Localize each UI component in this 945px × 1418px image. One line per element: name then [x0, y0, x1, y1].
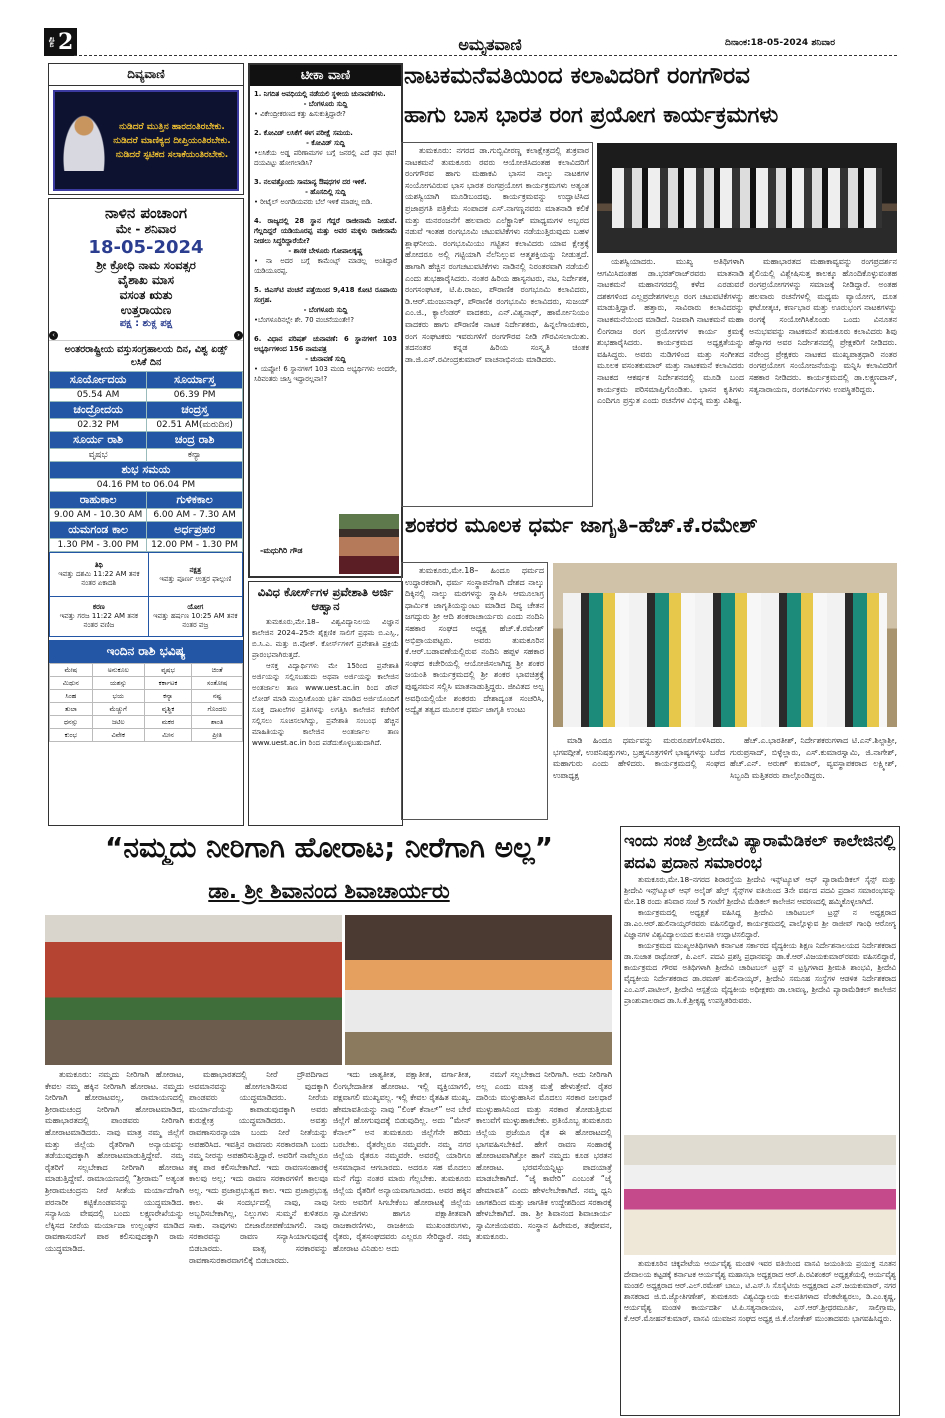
tika-item	[254, 285, 397, 325]
rashi-row	[50, 729, 243, 742]
article2-body-col2	[553, 735, 725, 820]
rashi-name: ಮಕರ	[144, 716, 191, 729]
gulika-label: ಗುಳಿಕಕಾಲ	[147, 492, 243, 509]
article1-headline-line2: ಹಾಗು ಬಾಸ ಭಾರತ ರಂಗ ಪ್ರಯೋಗ ಕಾರ್ಯಕ್ರಮಗಳು	[404, 103, 779, 128]
article4-paragraph: ತುಮಕೂರು,ಮೇ.18–ನಗರದ ಶಿರಾರಸ್ತೆಯ ಶ್ರೀದೇವಿ ಇನ್ಸ್‌ಟ್ಯೂಟ್ ಆಫ್ ಪ್ಯಾರಾಮೆಡಿಕಲ್ ಸೈನ್ಸ್ ಮತ್ತು ಶ್ರೀದೇವಿ ಇನ್ಸ್‌ಟ್ಯೂಟ್ ಆಫ್ ಅಲೈಡ್ ಹೆಲ್ತ್ ಸೈನ್ಸ್‌ಗಳ ವತಿಯಿಂದ 3ನೇ ವರ್ಷದ ಪದವಿ ಪ್ರದಾನ ಸಮಾರಂಭವನ್ನು ಮೇ.18 ರಂದು ಶನಿವಾರ ಸಂಜೆ 5 ಗಂಟೆಗೆ ಶ್ರೀದೇವಿ ಮೆಡಿಕಲ್ ಕಾಲೇಜಿನ ಆವರಣದಲ್ಲಿ ಹಮ್ಮಿಕೊಳ್ಳಲಾಗಿದೆ.	[624, 875, 896, 906]
tika-vani-title: ಟೀಕಾ ವಾಣಿ	[250, 65, 401, 86]
article3-headline: “ನಮ್ಮದು ನೀರಿಗಾಗಿ ಹೋರಾಟ; ನೀರೆಗಾಗಿ ಅಲ್ಲ”	[104, 831, 554, 864]
saint-figure-icon	[61, 111, 107, 171]
rashi-row	[50, 690, 243, 703]
ardha-label: ಅರ್ಧಪ್ರಹರ	[147, 522, 243, 539]
rashi-prediction: ಪ್ರೀತಿ	[192, 729, 243, 742]
tika-vani-author: -ಮಧುಗಿರಿ ಗೌಡ	[260, 546, 303, 555]
courses-paragraph: ತುಮಕೂರು,ಮೇ.18– ವಿಶ್ವವಿದ್ಯಾನಿಲಯ ವಿಜ್ಞಾನ ಕಾಲೇಜಿನ 2024–25ನೇ ಶೈಕ್ಷಣಿಕ ಸಾಲಿಗೆ ಪ್ರಥಮ ಬಿ.ಎಸ್ಸಿ., ಬಿ.ಸಿ.ಎ. ಮತ್ತು ಬಿ.ವೋಕ್. ಕೋರ್ಸ್‌ಗಳಿಗೆ ಪ್ರವೇಶಾತಿ ಪ್ರಕ್ರಿಯೆ ಪ್ರಾರಂಭವಾಗಿರುತ್ತದೆ.	[252, 616, 399, 659]
rashi-name: ಸಿಂಹ	[50, 690, 93, 703]
yoga: ಇವತ್ತು ಹರ್ಷಣ 10:25 AM ತನಕ ನಂತರ ವಜ್ರ	[153, 612, 238, 629]
divyavani-image	[53, 90, 239, 191]
tika-source: - ಹೊಸದಿಲ್ಲಿ ಸುದ್ದಿ	[305, 188, 346, 196]
nakshatra: ಇವತ್ತು ಪೂರ್ಣ ಉತ್ತರ ಫಾಲ್ಗುಣಿ	[159, 574, 232, 583]
yoga-label: ಯೋಗ	[187, 603, 204, 611]
gulika-time: 6.00 AM - 7.30 AM	[147, 509, 243, 522]
rashi-prediction: ಚಿಂತೆ	[192, 664, 243, 677]
yama-time: 1.30 PM - 3.00 PM	[50, 539, 147, 552]
rashi-prediction: ವಿವೇಕ	[92, 729, 144, 742]
karana-label: ಕರಣ	[92, 603, 105, 611]
article4-headline: ಇಂದು ಸಂಜೆ ಶ್ರೀದೇವಿ ಪ್ಯಾರಾಮೆಡಿಕಲ್ ಕಾಲೇಜಿನಲ್ಲಿ ಪದವಿ ಪ್ರದಾನ ಸಮಾರಂಭ	[624, 831, 896, 872]
article1-body-col2	[597, 256, 744, 506]
masa: ವೈಶಾಖ ಮಾಸ	[118, 273, 174, 287]
tika-comment: • ವಿಕೇಂದ್ರೀಕರಣದ ಕತ್ತು ಹಿಸುಕುತ್ತಿದ್ದಾರೇ?	[254, 110, 346, 118]
prev-arrow-icon[interactable]: ‹	[49, 331, 58, 340]
article1-body-col1	[401, 142, 593, 507]
tika-news: 6. ವಿಧಾನ ಪರಿಷತ್ ಚುನಾವಣೆ: 6 ಸ್ಥಾನಗಳಿಗೆ 103 ಅಭ್ಯರ್ಥಿಗಳಿಂದ 156 ನಾಮಪತ್ರ	[254, 335, 397, 353]
article2-body-col1	[401, 562, 548, 820]
suryodaya-time: 05.54 AM	[50, 389, 147, 402]
divyavani-quote: ನುಡಿದರೆ ಮುತ್ತಿನ ಹಾರದಂತಿರಬೇಕು. ನುಡಿದರೆ ಮಾಣಿಕ್ಯದ ದೀಪ್ತಿಯಂತಿರಬೇಕು. ನುಡಿದರೆ ಸ್ಫಟಿಕದ ಸಲಾಕೆಯಂತಿರಬೇಕು.	[113, 121, 231, 160]
article1-paragraph: ಯಶಸ್ವಿಯಾದರು. ಮುಖ್ಯ ಅತಿಥಿಗಳಾಗಿ ಆಗಮಿಸಿದಂತಹ ಡಾ.ಭರತ್‌ರಾಜ್‌ರವರು ಮಾತನಾಡಿ ನಾಟಕಮನೆ ಮಹಾನಗರದಲ್ಲಿ ಕಳೆದ ಎರಡುವರೆ ದಶಕಗಳಿಂದ ಎಲ್ಲಪ್ರದೇಶಗಳಲ್ಲೂ ರಂಗ ಚಟುವಟಿಕೆಗಳನ್ನು ಮಾಡುತ್ತಿದ್ದಾರೆ. ಹತ್ತಾರು, ಸಾವಿರಾರು ಕಲಾವಿದರನ್ನು ನಾಟಕಮನೆಯಿಂದ ಮಾಡಿದೆ. ನಿಜವಾಗಿ ನಾಟಕಮನೆ ಮಹಾ ಲಿಂಗರಾಜ ರಂಗ ಪ್ರಯೋಗಗಳ ಕಾರ್ಯ ಕ್ರಮಕ್ಕೆ ಶುಭಹಾರೈಸಿದರು. ಕಾರ್ಯಕ್ರಮದ ಅಧ್ಯಕ್ಷತೆಯನ್ನು ವಹಿಸಿದ್ದರು. ಅವರು ನುಡಿಗಳಿಂದ ಮತ್ತು ಸಂಗೀತದ ಮೂಲಕ ವಸಂತಕುಮಾರ್ ಮತ್ತು ನಾಟಕಮನೆ ಕಲಾವಿದರು ನಾಟಕದ ಆಕರ್ಷಕ ನಿರ್ದೇಶನದಲ್ಲಿ ಮೂಡಿ ಬಂದ ಕಾರ್ಯಕ್ರಮ ಪರಿಸಮಾಪ್ತಿಗೊಂಡಿತು. ಭಾಸನ ಕೃತಿಗಳು ಎಂದಿಗೂ ಪ್ರಸ್ತುತ ಎಂದು ರಚನೆಗಳ ವಿಭಿನ್ನ ಮತ್ತು ವಿಶಿಷ್ಟ.	[597, 257, 744, 406]
panchanga-box	[48, 198, 244, 826]
article3-paragraph: ತುಮಕೂರು: ನಮ್ಮದು ನೀರಿಗಾಗಿ ಹೋರಾಟ, ಕೇವಲ ನಮ್ಮ ಹಕ್ಕಿನ ನೀರಿಗಾಗಿ ಹೋರಾಟ. ನಮ್ಮದು ನೀರಿಗಾಗಿ ಹೋರಾಟವಲ್ಲ, ರಾಮಾಯಣದಲ್ಲಿ ಶ್ರೀರಾಮಚಂದ್ರ ನೀರಿಗಾಗಿ ಹೋರಾಟಮಾಡಿದ, ಮಹಾಭಾರತದಲ್ಲಿ ಪಾಂಡವರು ನೀರಿಗಾಗಿ ಹೋರಾಟಮಾಡಿದರು. ನಾವು ಮಾತ್ರ ನಮ್ಮ ಜಿಲ್ಲೆಗೆ ಮತ್ತು ಜಿಲ್ಲೆಯ ರೈತರಿಗಾಗಿ ಅನ್ಯಾಯವನ್ನು ತಡೆಯುವುದಕ್ಕಾಗಿ ಹೋರಾಟಮಾಡುತ್ತಿದ್ದೇವೆ. ನಮ್ಮ ರೈತರಿಗೆ ಸಲ್ಲಬೇಕಾದ ನೀರಿಗಾಗಿ ಹೋರಾಟ ಮಾಡುತ್ತಿದ್ದೇವೆ. ರಾಮಾಯಣದಲ್ಲಿ “ಶ್ರೀರಾಮ” ಅತ್ಯಂತ ಶ್ರೀರಾಮಚಂದ್ರನು ನೀರೆ ಸೀತೆಯ ಮರ್ಯಾದೆಗಾಗಿ ಪರನಾರೀ ಕಟ್ಟಿಕೊಂಡವನನ್ನು ಯುದ್ಧಮಾಡಿದ. ಸನ್ಯಾಸಿಯ ವೇಷದಲ್ಲಿ ಬಂದು ಲಕ್ಷ್ಮಣರೇಖೆಯನ್ನು ಲೆಕ್ಕಿಸದ ನೀರೆಯ ಮರ್ಯಾದಾ ಉಲ್ಲಂಘನ ಮಾಡಿದ ರಾವಣಾಸುರನಿಗೆ ಪಾಠ ಕಲಿಸುವುದಕ್ಕಾಗಿ ರಾಮ ಯುದ್ಧಮಾಡಿದ.	[45, 1070, 184, 1253]
tika-source: - ಬೆಂಗಳೂರು ಸುದ್ದಿ	[303, 306, 348, 314]
tika-comment: • ರೀಟೈಲ್ ಅಂಗಡಿಯವರು ಬೆಲೆ ಇಳಿಕೆ ಮಾಡಲ್ಲ ಬಿಡಿ.	[254, 198, 373, 206]
tika-vani-items	[250, 86, 401, 396]
article4-paragraph: ಕಾರ್ಯಕ್ರಮದಲ್ಲಿ ಅಧ್ಯಕ್ಷತೆ ವಹಿಸಿದ್ದ ಶ್ರೀದೇವಿ ಚಾರಿಟಬಲ್ ಟ್ರಸ್ಟ್ ನ ಅಧ್ಯಕ್ಷರಾದ ಡಾ.ಎಂ.ಆರ್.ಹುಲಿನಾಯ್ಕರ್‌ರವರು ವಹಿಸಲಿದ್ದಾರೆ, ಕಾರ್ಯಕ್ರಮದಲ್ಲಿ ಪಾಲ್ಗೊಳ್ಳುವ ಶ್ರೀ ರಾಜೀವ್ ಗಾಂಧಿ ಆರೋಗ್ಯ ವಿಜ್ಞಾನಗಳ ವಿಶ್ವವಿದ್ಯಾಲಯದ ಕುಲಪತಿ ಉದ್ಘಾಟಿಸಲಿದ್ದಾರೆ.	[624, 908, 896, 939]
article3-photo-left	[45, 915, 342, 1065]
paksha: ಪಕ್ಷ : ಶುಕ್ಲ ಪಕ್ಷ	[119, 318, 173, 329]
tika-news: 3. ನಲವತ್ತೊಂದು ಸಾಮಾನ್ಯ ಔಷಧಗಳ ದರ ಇಳಿಕೆ.	[254, 178, 367, 186]
article1-paragraph: ಮಹಾಭಾರತದ ಮಹಾಕಾವ್ಯವನ್ನು ರಂಗಪ್ರದರ್ಶನ ಶೈಲಿಯಲ್ಲಿ ವಿಶ್ಲೇಷಿಸುತ್ತ ಕಾಲಕ್ಕೂ ಹೊಂದಿಕೊಳ್ಳುವಂತಹ ರಂಗಪ್ರಯೋಗಗಳನ್ನು ಸಮಾಜಕ್ಕೆ ನೀಡಿದ್ದಾರೆ. ಅಂತಹ ಹಲವಾರು ರಚನೆಗಳಲ್ಲಿ ಮಧ್ಯಮ ವ್ಯಾಯೋಗ, ದೂತ ಘಟೋತ್ಕಚ, ಕರ್ಣಭಾರ ಮತ್ತು ಊರುಭಂಗ ನಾಟಕಗಳನ್ನು ರಂಗಕ್ಕೆ ಸಂಯೋಗಿಸಿಕೊಂಡು ಒಂದು ವಿನೂತನ ಅನುಭವವನ್ನು ನಾಟಕಮನೆ ತುಮಕೂರು ಕಲಾವಿದರು ಶಿವು ಹೆಸ್ಸಾಗರ ಅವರ ನಿರ್ದೇಶನದಲ್ಲಿ ಪ್ರೇಕ್ಷಕರಿಗೆ ನೀಡಿದರು. ನರೇಂದ್ರ ಪ್ರೇಕ್ಷಕರು ನಾಟಕದ ಮುಖ್ಯಪಾತ್ರಧಾರಿ ನಂತರ ರಂಗಪ್ರಯೋಗ ಸಂಯೋಜನೆಯನ್ನು ಮನ್ನಿಸಿ ಕಲಾವಿದರಿಗೆ ಸಹಕಾರ ನೀಡಿದರು. ಕಾರ್ಯಕ್ರಮದಲ್ಲಿ ಡಾ.ಲಕ್ಷ್ಮಣದಾಸ್, ಸತ್ಯನಾರಾಯಣ, ರಂಗಕರ್ಮಿಗಳು ಉಪಸ್ಥಿತರಿದ್ದರು.	[749, 257, 897, 394]
tika-news: 5. ಜಿಎಸ್‌ಟಿ ವಂಚನೆ ಪತ್ತೆಯಿಂದ 9,418 ಕೋಟಿ ರೂಪಾಯಿ ಸಂಗ್ರಹ.	[254, 286, 397, 304]
rashi-row	[50, 677, 243, 690]
article4-body-top	[624, 874, 896, 1132]
rahu-time: 9.00 AM - 10.30 AM	[50, 509, 147, 522]
rutu: ವಸಂತ ಋತು	[119, 288, 173, 302]
rashi-prediction: ಸಂತೋಷ	[192, 677, 243, 690]
surya-rashi-label: ಸೂರ್ಯ ರಾಶಿ	[50, 432, 147, 449]
rashi-prediction: ಶಾಂತಿ	[192, 716, 243, 729]
tika-news: 4. ರಾಜ್ಯದಲ್ಲಿ 28 ಸ್ಥಾನ ಗೆದ್ದರೆ ರಾಜೀನಾಮೆ ನೀಡುವೆ. ಗೆಲ್ಲದಿದ್ದರೆ ಯಡಿಯೂರಪ್ಪ ಮತ್ತು ಅವರ ಮಕ್ಕಳು ರಾಜೀನಾಮೆ ನೀಡಲು ಸಿದ್ಧರಿದ್ದಾರೆಯೇ?	[254, 217, 397, 245]
columnist-photo	[339, 514, 399, 574]
article2-paragraph: ಹೆಚ್.ಎ.ಭಾರತೀಶ್, ನಿರ್ದೇಶಕರುಗಳಾದ ಟಿ.ಎನ್.ಶಿಲ್ಪಾಶ್ರೀ, ಗುರುಪ್ರಸಾದ್, ಬಿಳ್ಳೆಲ್ಲಾರು, ಎಸ್.ಕುಮಾರಸ್ವಾಮಿ, ಜಿ.ನಾಗೇಶ್, ಹೆಚ್.ಎನ್. ಅರುಣ್ ಕುಮಾರ್, ವ್ಯವಸ್ಥಾಪಕರಾದ ಲಕ್ಷ್ಮೀಶ್, ಸಿಬ್ಬಂದಿ ಮತ್ತಿತರರು ಪಾಲ್ಗೊಂಡಿದ್ದರು.	[730, 736, 897, 780]
article3-paragraph: ಮಹಾಭಾರತದಲ್ಲಿ ನೀರೆ ದ್ರೌಪದಿಗಾದ ಅವಮಾನವನ್ನು ಹೋಗಲಾಡಿಸುವ ವುದಕ್ಕಾಗಿ ಪಾಂಡವರು ಯುದ್ಧಮಾಡಿದರು. ನೀರೆಯ ಮರ್ಯಾದೆಯನ್ನು ಕಾಪಾಡುವುದಕ್ಕಾಗಿ ಅವರು ಕುರುಕ್ಷೇತ್ರ ಯುದ್ಧಮಾಡಿದರು. ಅವತ್ತು ರಾವಣಾಸುರನ್ಯಾಯಾ ಬಂದು ನೀರೆ ನೀತೆಯನ್ನು ಅಪಹರಿಸಿದ. ಇವತ್ತಿನ ರಾವಣರು ಸರಕಾರವಾಗಿ ಬಂದು ನಮ್ಮ ನೀರನ್ನು ಅಪಹರಿಸುತ್ತಿದ್ದಾರೆ. ಅವರಿಗೆ ನಾವೆಲ್ಲರೂ ತಕ್ಕ ಪಾಠ ಕಲಿಸಬೇಕಾಗಿದೆ. ಇದು ರಾವಣಸಂಹಾರಕ್ಕೆ ಕಾಲವು ಅಲ್ಲ; ಇದು ರಾವಣ ಸರಕಾರಗಳಿಗೆ ಕಾಲವೂ ಅಲ್ಲ. ಇದು ಪ್ರಜಾಪ್ರಭುತ್ವದ ಕಾಲ. ಇದು ಪ್ರಜಾಪ್ರಭುತ್ವ ಕಾಲ. ಈ ಸಂದರ್ಭದಲ್ಲಿ ನಾವು, ನಾವು ಅಬ್ಬರಿಸಬೇಕಾಗಿಲ್ಲ, ನಿಲ್ಲುಗಳು ಸುಮ್ಮನೆ ಕುಳಿತರೂ ಸಾಕು. ನಾವುಗಳು ಬೀಜಾರೋಪಣೆಯಾಗಲಿ. ನಾವು ಸರಕಾರವನ್ನು ರಾವಣ ಸನ್ಯಾಸಿಯಾಗುವುದಕ್ಕೆ ಬಿಡಬಾರದು. ವಾತ್ಸ ಸರಕಾರವನ್ನು ರಾವಣಾಸುರಕಾರವಾಗಲಿಕ್ಕೆ ಬಿಡಬಾರದು.	[189, 1070, 328, 1265]
courses-body	[252, 616, 399, 748]
ayana: ಉತ್ತರಾಯಣ	[120, 303, 172, 317]
divyavani-box	[48, 63, 244, 195]
rashi-prediction: ಅನುಕೂಲ	[92, 664, 144, 677]
tithi: ಇವತ್ತು ದಶಮಿ 11:22 AM ತನಕ ನಂತರ ಏಕಾದಶಿ	[58, 570, 140, 587]
courses-article	[248, 581, 403, 826]
yama-label: ಯಮಗಂಡ ಕಾಲ	[50, 522, 147, 539]
rashi-row	[50, 664, 243, 677]
shubha-time: 04.16 PM to 06.04 PM	[50, 479, 243, 492]
suryasta-label: ಸೂರ್ಯಾಸ್ತ	[147, 372, 243, 389]
panchanga-timings-table	[49, 371, 243, 552]
special-day: ಅಂತರರಾಷ್ಟ್ರೀಯ ವಸ್ತುಸಂಗ್ರಹಾಲಯ ದಿನ, ವಿಶ್ವ ಏಡ್ಸ್ ಲಸಿಕೆ ದಿನ	[49, 340, 243, 371]
article1-body-col3	[749, 256, 897, 506]
rashi-name: ಕನ್ಯಾ	[144, 690, 191, 703]
tika-item	[254, 177, 397, 207]
tika-news: 2. ಕೋವಿಡ್ ಲಸಿಕೆಗೆ ಈಗ ಪರೀಕ್ಷೆ ಸಮಯ.	[254, 129, 353, 137]
rashi-name: ಮೀನ	[144, 729, 191, 742]
tika-source: - ಚುನಾವಣೆ ಸುದ್ದಿ	[305, 355, 346, 363]
article2-photo	[553, 563, 897, 727]
rashi-name: ಧನಸ್ಸು	[50, 716, 93, 729]
rashi-name: ಮೇಷ	[50, 664, 93, 677]
divyavani-title: ದಿವ್ಯವಾಣಿ	[49, 64, 243, 86]
rashi-name: ಕುಂಭ	[50, 729, 93, 742]
rashi-table	[49, 663, 243, 742]
article3-col1	[45, 1069, 184, 1415]
tika-comment: •ಬೆಂಗಳೂರಿನಲ್ಲೇ ಶೇ. 70 ವಂಚನೆಯಂತೇ!?	[254, 316, 354, 324]
tika-comment: •ಲಸಿಕೆಯ ಅಡ್ಡ ಪರಿಣಾಮಗಳ ಬಗ್ಗೆ ಜನರಲ್ಲಿ ಎದೆ ಢವ ಢವ! ದಯವಿಟ್ಟು ಹೋಗಲಾಡಿಸಿ?	[254, 149, 397, 167]
rashi-title: ಇಂದಿನ ರಾಶಿ ಭವಿಷ್ಯ	[49, 640, 243, 663]
article3-col2	[189, 1069, 328, 1415]
article3-paragraph: ನಮಗೆ ಸಲ್ಲಬೇಕಾದ ನೀರಿಗಾಗಿ. ಅದು ನೀರಿಗಾಗಿ ಅಲ್ಲ ಎಂದು ಮಾತ್ರ ಮತ್ತೆ ಹೇಳುತ್ತೇವೆ. ರೈತರ ದಾರಿಯ ಮುಳ್ಳುಹಾಸಿನ ಮೊದಲು ಸರಕಾರ ಜಲಧಾರೆ ಮುಳ್ಳುಹಾಸಿನಿಂದ ಮತ್ತು ಸರಕಾರ ತೋಡುತ್ತಿರುವ ಕಾಲುವೆಗೆ ಮುಳ್ಳುಹಾಕಬೇಕು. ಪ್ರತಿಯೊಬ್ಬ ತುಮಕೂರು ಜಿಲ್ಲೆಯ ಪ್ರಜೆಯೂ ರೈತ ಈ ಹೋರಾಟದಲ್ಲಿ ಭಾಗವಹಿಸಬೇಕಿದೆ. ಹೇಗೆ ರಾವಣ ಸಂಹಾರಕ್ಕೆ ಹೋರಾಟವಾಗಿತ್ತೋ ಹಾಗೆ ನಮ್ಮದು ಕೂಡ ಭರತನ ಹೋರಾಟ. ಭರವಸೆಯನ್ನಿಟ್ಟು ಪಾದಯಾತ್ರೆ ಮಾಡಬೇಕಾಗಿದೆ. “ಜೈ ಕಾವೇರಿ” ಎಂಬಂತೆ “ಜೈ ಹೇಮಾವತಿ” ಎಂದು ಹೇಳಲೇಬೇಕಾಗಿದೆ. ನಮ್ಮ ಧ್ವನಿ ಜಾಗಕದಿಂದ ಮತ್ತು ಜಾಗತಿಕ ಉದ್ದೇಶದಿಂದ ಸರಕಾರಕ್ಕೆ ಹೇಳಬೇಕಾಗಿದೆ. ಡಾ. ಶ್ರೀ ಶಿವಾನಂದ ಶಿವಾಚಾರ್ಯ ಸ್ವಾಮೀಜಿಯವರು. ಸಂಸ್ಥಾನ ಹಿರೇಮಠ, ತಪೋವನ, ತುಮಕೂರು.	[476, 1070, 612, 1242]
rashi-prediction: ಗೊಂದಲ	[192, 703, 243, 716]
nakshatra-label: ನಕ್ಷತ್ರ	[189, 565, 202, 574]
tika-comment: • ಯಪ್ಪೋ! 6 ಸ್ಥಾನಗಳಿಗೆ 103 ಮಂದಿ ಅಭ್ಯರ್ಥಿಗಳು ಅಂದರೇ, ಸಿರಿವಂತರು ಜಾಸ್ತಿ ಇದ್ದಾರಲ್ಲವಾ!?	[254, 365, 397, 383]
page-number	[44, 28, 77, 56]
shubha-label: ಶುಭ ಸಮಯ	[50, 462, 243, 479]
rashi-name: ಮಿಥುನ	[50, 677, 93, 690]
chandra-rashi: ಕನ್ಯಾ	[147, 449, 243, 462]
tika-item	[254, 128, 397, 168]
article2-body-col3	[730, 735, 897, 820]
rashi-name: ವೃಷಭ	[144, 664, 191, 677]
tika-item	[254, 216, 397, 276]
surya-rashi: ವೃಷಭ	[50, 449, 147, 462]
tika-source: - ಬೆಂಗಳೂರು ಸುದ್ದಿ	[303, 100, 348, 108]
article1-paragraph: ತುಮಕೂರು: ನಗರದ ಡಾ.ಗುಬ್ಬಿವೀರಣ್ಣ ಕಲಾಕ್ಷೇತ್ರದಲ್ಲಿ ಶುಕ್ರವಾರ ನಾಟಕಮನೆ ತುಮಕೂರು ರವರು ಆಯೋಜಿಸಿದಂತಹ ಕಲಾವಿದರಿಗೆ ರಂಗಗೌರವ ಹಾಗು ಮಹಾಕವಿ ಭಾಸನ ನಾಲ್ಕು ನಾಟಕಗಳ ಸಂಯೋಗವಿರುವ ಭಾಸ ಭಾರತ ರಂಗಪ್ರಯೋಗ ಕಾರ್ಯಕ್ರಮಗಳು ಅತ್ಯಂತ ಯಶಸ್ವಿಯಾಗಿ ಮೂಡಿಬಂದವು. ಕಾರ್ಯಕ್ರಮವನ್ನು ಉದ್ಘಾಟಿಸಿದ ಪ್ರಜಾಪ್ರಗತಿ ಪತ್ರಿಕೆಯ ಸಂಪಾದಕ ಎಸ್.ನಾಗಣ್ಣನವರು ಮಾತನಾಡಿ ಕಲಿಕೆ ಮತ್ತು ಮನರಂಜನೆಗೆ ಹಲವಾರು ಎಲೆಕ್ಟ್ರಾನಿಕ್ ಮಾಧ್ಯಮಗಳ ಅಬ್ಬರದ ನಡುವೆ ಇಂತಹ ರಂಗಭೂಮಿ ಚಟುವಟಿಕೆಗಳು ನಡೆಯುತ್ತಿರುವುದು ಬಹಳ ಶ್ಲಾಘನೀಯ. ರಂಗಭೂಮಿಯು ಗಟ್ಟಿತನ ಕಲಾವಿದರು ಯಾವ ಕ್ಷೇತ್ರಕ್ಕೆ ಹೋದರೂ ಅಲ್ಲಿ ಗಟ್ಟಿಯಾಗಿ ನೆಲೆನಿಲ್ಲುವ ಆತ್ಮಶಕ್ತಿಯನ್ನು ನೀಡುತ್ತದೆ. ಹಾಗಾಗಿ ಹೆಚ್ಚಿನ ರಂಗಚಟುವಟಿಕೆಗಳು ನಾಡಿನಲ್ಲಿ ನಿರಂತರವಾಗಿ ನಡೆಯಲಿ ಎಂದು ಶುಭಹಾರೈಸಿದರು. ನಂತರ ಹಿರಿಯ ಹಾಸ್ಯನಟರು, ನಟ, ನಿರ್ದೇಶಕ, ರಂಗಸಂಘಟಕ, ಟಿ.ಪಿ.ರಾಜು, ಪೌರಾಣಿಕ ರಂಗಭೂಮಿ ಕಲಾವಿದರು, ಡಿ.ಆರ್.ಮಂಜುನಾಥ್, ಪೌರಾಣಿಕ ರಂಗಭೂಮಿ ಕಲಾವಿದರು, ಸುಜಯ್ ಎಂ.ಜಿ., ಕ್ಯಾಲೆಂಡರ್ ವಾದಕರು, ಎನ್.ವಿಶ್ವನಾಥ್, ಹಾರ್ಮೋನಿಯಂ ವಾದಕರು ಹಾಗು ಪೌರಾಣಿಕ ನಾಟಕ ನಿರ್ದೇಶಕರು, ಹಿನ್ನಲೆಗಾಯಕರು, ರಂಗ ಸಂಘಟಕರು ಇವರುಗಳಿಗೆ ರಂಗಗೌರವ ನೀಡಿ ಗೌರವಿಸಲಾಯಿತು. ತದನಂತರ ಕನ್ನಡ ಹಿರಿಯ ಸಂಸ್ಕೃತಿ ಚಿಂತಕ ಡಾ.ಜಿ.ಎಸ್.ರವೀಂದ್ರಕುಮಾರ್ ವಾಚನಾಭಿನಯ ಮಾಡಿದರು.	[405, 146, 589, 364]
courses-paragraph: ಆಸಕ್ತ ವಿದ್ಯಾರ್ಥಿಗಳು ಮೇ 15ರಿಂದ ಪ್ರವೇಶಾತಿ ಅರ್ಜಿಯನ್ನು ಸಲ್ಲಿಸಬಹುದು ಅಥವಾ ಅರ್ಜಿಯನ್ನು ಕಾಲೇಜಿನ ಅಂತರ್ಜಾಲ ತಾಣ www.uest.ac.in ರಿಂದ ಡೌನ್ ಲೋಡ್ ಮಾಡಿ ಮುದ್ರಿಸಿಕೊಂಡು ಭರ್ತಿ ಮಾಡಿದ ಅರ್ಜಿಯೊಂದಿಗೆ ಸೂಕ್ತ ದಾಖಲೆಗಳ ಪ್ರತಿಗಳನ್ನು ಲಗತ್ತಿಸಿ ಕಾಲೇಜಿನ ಕಚೇರಿಗೆ ಸಲ್ಲಿಸಲು ಸೂಚಿಸಲಾಗಿದ್ದು, ಪ್ರವೇಶಾತಿ ಸಂಬಂಧ ಹೆಚ್ಚಿನ ಮಾಹಿತಿಯನ್ನು ಕಾಲೇಜಿನ ಅಂತರ್ಜಾಲ ತಾಣ www.uest.ac.in ರಿಂದ ಪಡೆದುಕೊಳ್ಳಬಹುದಾಗಿದೆ.	[252, 660, 399, 747]
article4-box	[620, 826, 900, 1416]
tika-source: - ಶಾಸಕ ಬೇಳೂರು ಗೋಪಾಲಕೃಷ್ಣ	[288, 247, 363, 255]
rashi-row	[50, 703, 243, 716]
paper-name: ಅಮೃತವಾಣಿ	[458, 35, 522, 54]
article1-photo	[597, 143, 897, 253]
article3-col3	[333, 1069, 471, 1415]
article4-paragraph: ತುಮಕೂರಿನ ಚಿಕ್ಕಪೇಟೆಯ ಆರ್ಯವೈಶ್ಯ ಮಂಡಳಿ ಇವರ ವತಿಯಿಂದ ವಾಸವಿ ಜಯಂತಿಯ ಪ್ರಯುಕ್ತ ನೂತನ ದೇವಾಲಯ ಕಟ್ಟಡಕ್ಕೆ ಕರ್ನಾಟಕ ಆರ್ಯವೈಶ್ಯ ಮಹಾಸಭಾ ಅಧ್ಯಕ್ಷರಾದ ಆರ್.ಪಿ.ರವಿಶಂಕರ್ ಅಧ್ಯಕ್ಷತೆಯಲ್ಲಿ ಆರ್ಯವೈಶ್ಯ ಮಂಡಲಿ ಅಧ್ಯಕ್ಷರಾದ ಆರ್.ಎಲ್.ರಮೇಶ್ ಬಾಬು, ಟಿ.ಎಸ್.ಸಿ ಸೊಸೈಟಿಯ ಅಧ್ಯಕ್ಷರಾದ ಎನ್.ಜಯಕುಮಾರ್, ನಗರ ಶಾಸಕರಾದ ಜಿ.ಬಿ.ಜ್ಯೋತಿಗಣೇಶ್, ತುಮಕೂರು ವಿಶ್ವವಿದ್ಯಾಲಯ ಕುಲಪತಿಗಳಾದ ವೆಂಕಟೇಶ್ವರಲು, ಡಿ.ಎಂ.ಕೃಷ್ಣ, ಆರ್ಯವೈಶ್ಯ ಮಂಡಳಿ ಕಾರ್ಯದರ್ಶಿ ಟಿ.ಪಿ.ಸತ್ಯನಾರಾಯಣ, ಎಸ್.ಆರ್.ಶ್ರೀಧರಮೂರ್ತಿ, ಸಾಲಿಗ್ರಾಮ, ಕೆ.ಆರ್.ಮೋಹನ್‌ಕುಮಾರ್, ವಾಸವಿ ಯುವಜನ ಸಂಘದ ಅಧ್ಯಕ್ಷ ಜಿ.ಕೆ.ಲೋಕೇಶ್ ಮುಂತಾದವರು ಭಾಗವಹಿಸಿದ್ದರು.	[624, 1259, 896, 1323]
article3-col4	[476, 1069, 612, 1415]
page-number-value: 2	[58, 29, 74, 55]
article2-headline: ಶಂಕರರ ಮೂಲಕ ಧರ್ಮ ಜಾಗೃತಿ–ಹೆಚ್.ಕೆ.ರಮೇಶ್	[405, 513, 758, 537]
article4-body-bottom	[624, 1258, 896, 1403]
rashi-prediction: ನಷ್ಟ	[192, 690, 243, 703]
article4-paragraph: ಕಾರ್ಯಕ್ರಮದ ಮುಖ್ಯಅತಿಥಿಗಳಾಗಿ ಕರ್ನಾಟಕ ಸರ್ಕಾರದ ವೈದ್ಯಕೀಯ ಶಿಕ್ಷಣ ನಿರ್ದೇಶನಾಲಯದ ನಿರ್ದೇಶಕರಾದ ಡಾ.ಸುಜಾತ ರಾಥೋಡ್, ಪಿ.ಎಲ್. ಪದವಿ ಪ್ರಶಸ್ತಿ ಪ್ರಧಾನವನ್ನು ಡಾ.ಕೆ.ಆರ್.ವಿಜಯಕುಮಾರ್‌ರವರು ವಹಿಸಲಿದ್ದಾರೆ, ಕಾರ್ಯಕ್ರಮದ ಗೌರವ ಅತಿಥಿಗಳಾಗಿ ಶ್ರೀದೇವಿ ಚಾರಿಟಬಲ್ ಟ್ರಸ್ಟ್ ನ ಟ್ರಸ್ಟಿಗಳಾದ ಶ್ರೀಮತಿ ಶಾಂಭವಿ, ಶ್ರೀದೇವಿ ವೈದ್ಯಕೀಯ ನಿರ್ದೇಶಕರಾದ ಡಾ.ರಮಣ್ ಹುಲಿನಾಯ್ಕರ್, ಶ್ರೀದೇವಿ ಸಮೂಹ ಸಂಸ್ಥೆಗಳ ಆಡಳಿತ ನಿರ್ದೇಶಕರಾದ ಎಂ.ಎಸ್.ಪಾಟೀಲ್, ಶ್ರೀದೇವಿ ಆಸ್ಪತ್ರೆಯ ವೈದ್ಯಕೀಯ ಅಧೀಕ್ಷಕರು ಡಾ.ಲಾವಣ್ಯ, ಶ್ರೀದೇವಿ ಪ್ಯಾರಾಮೆಡಿಕಲ್ ಕಾಲೇಜಿನ ಪ್ರಾಂಶುಪಾಲರಾದ ಡಾ.ಸಿ.ಕೆ.ಶ್ರೀಕೃಷ್ಣ ಉಪಸ್ಥಿತರಿರುವರು.	[624, 941, 896, 1005]
article3-paragraph: ಇದು ಜಾತ್ಯತೀತ, ಪಕ್ಷಾತೀತ, ವರ್ಗಾತೀತ, ಲಿಂಗಭೇದಾತೀತ ಹೋರಾಟ. ಇಲ್ಲಿ ವ್ಯಕ್ತಿಯಾಗಲಿ, ಪಕ್ಷವಾಗಲಿ ಮುಖ್ಯವಲ್ಲ. ಇಲ್ಲಿ ಕೇವಲ ರೈತಹಿತ ಮುಖ್ಯ. ಹೇಮಾವತಿಯನ್ನು ನಾವು “ಲಿಂಕ್ ಕೆನಾಲ್” ಅನ ಬೇರೆ ಜಿಲ್ಲೆಗೆ ಹೋಗುವುದಕ್ಕೆ ಬಿಡುವುದಿಲ್ಲ. ಅದು “ಮೇನ್ ಕೆನಾಲ್” ಅನ ತುಮಕೂರು ಜಿಲ್ಲೆಗೆನೇ ಹರಿದು ಬರಬೇಕು. ರೈತರೆಲ್ಲರೂ ನಮ್ಮವರೇ. ನಮ್ಮ ನಗರ ಜಿಲ್ಲೆಯ ರೈತರೂ ನಮ್ಮವರೇ. ಅವರಲ್ಲಿ ಯಾರಿಗೂ ಅಸಮಾಧಾನ ಆಗಬಾರದು. ಅದರೂ ಸಹ ಮೊದಲು ಮನೆ ಗೆದ್ದು ನಂತರ ಮಾರು ಗೆಲ್ಲಬೇಕು. ತುಮಕೂರು ಜಿಲ್ಲೆಯ ರೈತರಿಗೆ ಅನ್ಯಾಯವಾಗಬಾರದು. ಅವರ ಹಕ್ಕಿನ ನೀರು ಅವರಿಗೆ ಸಿಗಬೇಕೆಂಬ ಹೋರಾಟಕ್ಕೆ ಜಿಲ್ಲೆಯ ಸ್ವಾಮೀಜಿಗಳು ಹಾಗೂ ಪಕ್ಷಾತೀತವಾಗಿ ರಾಜಕಾರಣಿಗಳು, ರಾಜಕೀಯ ಮುಖಂಡರುಗಳು, ರೈತರು, ರೈತಸಂಘದವರು ಎಲ್ಲರೂ ಸೇರಿದ್ದಾರೆ. ನಮ್ಮ ಹೋರಾಟ ವಿನಿಡುಲ ಅದು	[333, 1070, 471, 1253]
ardha-time: 12.00 PM - 1.30 PM	[147, 539, 243, 552]
rashi-prediction: ಮೆಚ್ಚುಗೆ	[92, 703, 144, 716]
rashi-name: ತುಲಾ	[50, 703, 93, 716]
panchanga-date: 18-05-2024	[88, 237, 204, 258]
panchanga-details-table	[49, 552, 243, 637]
courses-headline: ವಿವಿಧ ಕೋರ್ಸ್‌ಗಳ ಪ್ರವೇಶಾತಿ ಅರ್ಜಿ ಆಹ್ವಾನ	[257, 585, 394, 614]
tika-vani-box	[248, 63, 403, 578]
issue-date: ದಿನಾಂಕ:18-05-2024 ಶನಿವಾರ	[725, 38, 835, 48]
panchanga-title: ನಾಳಿನ ಪಂಚಾಂಗ	[105, 204, 187, 222]
rashi-prediction: ಭಯ	[92, 690, 144, 703]
article3-photo-right	[345, 915, 612, 1065]
suryodaya-label: ಸೂರ್ಯೋದಯ	[50, 372, 147, 389]
rahu-label: ರಾಹುಕಾಲ	[50, 492, 147, 509]
page-label: ಪುಟ	[48, 36, 56, 48]
chandra-rashi-label: ಚಂದ್ರ ರಾಶಿ	[147, 432, 243, 449]
samvatsara: ಶ್ರೀ ಕ್ರೋಧಿ ನಾಮ ಸಂವತ್ಸರ	[96, 258, 196, 272]
chandrodaya-label: ಚಂದ್ರೋದಯ	[50, 402, 147, 419]
next-arrow-icon[interactable]: ›	[234, 331, 243, 340]
rashi-prediction: ಜಟಿಲ	[92, 716, 144, 729]
chandrodaya-time: 02.32 PM	[50, 419, 147, 432]
article3-subheadline: ಡಾ. ಶ್ರೀ ಶಿವಾನಂದ ಶಿವಾಚಾರ್ಯರು	[208, 879, 450, 903]
panchanga-month-day: ಮೇ - ಶನಿವಾರ	[115, 222, 177, 236]
rashi-name: ಕರ್ಕಾಟಕ	[144, 677, 191, 690]
tika-item	[254, 334, 397, 384]
chandrasta-time: 02.51 AM(ಮರುದಿನ)	[147, 419, 243, 432]
article2-paragraph: ತುಮಕೂರು,ಮೇ.18– ಹಿಂದೂ ಧರ್ಮದ ಉದ್ಧಾರಕರಾಗಿ, ಧರ್ಮ ಸಂಸ್ಥಾಪನೆಗಾಗಿ ದೇಶದ ನಾಲ್ಕು ದಿಕ್ಕಿನಲ್ಲಿ ನಾಲ್ಕು ಮಠಗಳನ್ನು ಸ್ಥಾಪಿಸಿ ಆಮೂಲಾಗ್ರ ಧಾರ್ಮಿಕ ಜಾಗೃತಿಯನ್ನುಂಟು ಮಾಡಿದ ದಿವ್ಯ ಚೇತನ ಜಗದ್ಗುರು ಶ್ರೀ ಆದಿ ಶಂಕರಾಚಾರ್ಯರು ಎಂದು ನಂದಿನಿ ಸಹಕಾರ ಸಂಘದ ಅಧ್ಯಕ್ಷ ಹೆಚ್.ಕೆ.ರಮೇಶ್ ಅಭಿಪ್ರಾಯಪಟ್ಟರು. ಅವರು ತುಮಕೂರಿನ ಕೆ.ಆರ್.ಬಡಾವಣೆಯಲ್ಲಿರುವ ನಂದಿನಿ ಹಪ್ಪಳ ಸಹಕಾರ ಸಂಘದ ಕಚೇರಿಯಲ್ಲಿ ಆಯೋಜಿಸಲಾಗಿದ್ದ ಶ್ರೀ ಶಂಕರ ಜಯಂತಿ ಕಾರ್ಯಕ್ರಮದಲ್ಲಿ ಶ್ರೀ ಶಂಕರ ಭಾವಚಿತ್ರಕ್ಕೆ ಪುಷ್ಪನಮನ ಸಲ್ಲಿಸಿ ಮಾತನಾಡುತ್ತಿದ್ದರು. ಜೀವಿತದ ಅಲ್ಪ ಅವಧಿಯಲ್ಲಿಯೇ ಶಂಕರರು ದೇಶಾದ್ಯಂತ ಸಂಚರಿಸಿ, ಅದ್ವೈತ ತತ್ವದ ಮೂಲಕ ಧರ್ಮ ಜಾಗೃತಿ ಉಂಟು	[405, 566, 544, 715]
article2-paragraph: ಮಾಡಿ ಹಿಂದೂ ಧರ್ಮವನ್ನು ಮರುರೂಪಗೊಳಿಸಿದರು. ಭಗವದ್ಗೀತೆ, ಉಪನಿಷತ್ತುಗಳು, ಬ್ರಹ್ಮಸೂತ್ರಗಳಿಗೆ ಭಾಷ್ಯಗಳನ್ನು ಬರೆದ ಮಹಾಗುರು ಎಂದು ಹೇಳಿದರು. ಕಾರ್ಯಕ್ರಮದಲ್ಲಿ ಸಂಘದ ಉಪಾಧ್ಯಕ್ಷ	[553, 736, 725, 780]
article1-headline-line1: ನಾಟಕಮನೆವತಿಯಿಂದ ಕಲಾವಿದರಿಗೆ ರಂಗಗೌರವ	[404, 63, 750, 89]
header-divider	[74, 55, 897, 56]
tika-item	[254, 89, 397, 119]
karana: ಇವತ್ತು ಗರಜ 11:22 AM ತನಕ ನಂತರ ವಣಿಜ	[59, 612, 139, 629]
tika-comment: • ನಾ ಅದರ ಬಗ್ಗೆ ಕಾಮೆಂಟ್ಸ್ ಮಾಡಲ್ಲ ಅಂತಿದ್ದಾರೆ ಯಡಿಯೂರಪ್ಪ.	[254, 257, 397, 275]
suryasta-time: 06.39 PM	[147, 389, 243, 402]
tithi-label: ತಿಥಿ	[94, 561, 103, 569]
rashi-prediction: ಯಶಸ್ಸು	[92, 677, 144, 690]
tika-news: 1. ನಿಗದಿತ ಅವಧಿಯಲ್ಲಿ ನಡೆಯಲಿ ಸ್ಥಳೀಯ ಚುನಾವಣೆಗಳು.	[254, 90, 386, 98]
chandrasta-label: ಚಂದ್ರಸ್ತ	[147, 402, 243, 419]
tika-source: - ಕೋವಿಡ್ ಸುದ್ದಿ	[306, 139, 345, 147]
rashi-name: ವೃಶ್ಚಿಕ	[144, 703, 191, 716]
article4-photo	[624, 1135, 896, 1255]
rashi-row	[50, 716, 243, 729]
